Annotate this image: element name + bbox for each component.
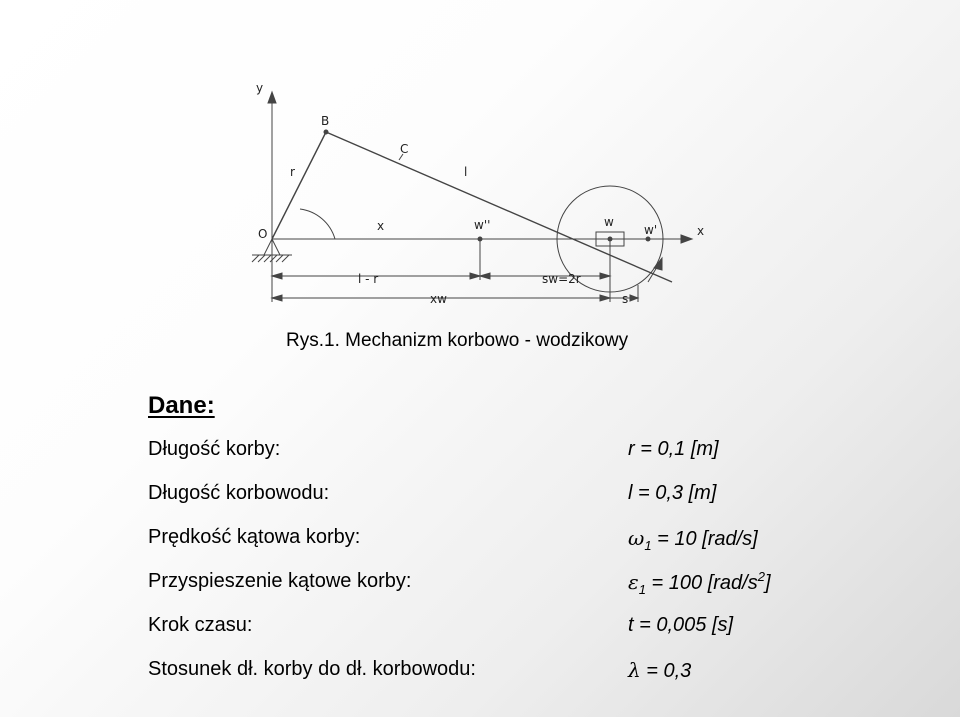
label-w-prime: w' (644, 223, 658, 237)
param-label-angular-velocity: Prędkość kątowa korby: (148, 526, 361, 548)
epsilon-subscript: 1 (638, 582, 646, 597)
param-label-time-step: Krok czasu: (148, 614, 253, 636)
label-l-minus-r: l - r (358, 272, 379, 286)
point-b (324, 130, 329, 135)
label-xw: xw (430, 292, 447, 306)
point-w (608, 237, 613, 242)
label-c: C (400, 142, 409, 156)
label-w: w (604, 215, 614, 229)
label-r: r (290, 165, 295, 179)
epsilon-value-end: ] (764, 572, 771, 594)
param-value-angular-velocity (628, 526, 758, 551)
epsilon-symbol: ε (628, 570, 639, 594)
lambda-value: = 0,3 (640, 660, 692, 682)
param-label-ratio: Stosunek dł. korby do dł. korbowodu: (148, 658, 476, 680)
omega-subscript: 1 (644, 538, 652, 553)
param-label-crank-length: Długość korby: (148, 438, 281, 460)
label-w-double-prime: w'' (474, 218, 491, 232)
section-heading: Dane: (148, 392, 215, 419)
label-s: s (622, 292, 629, 306)
param-value-ratio (628, 658, 691, 683)
ground-hatching (252, 255, 289, 262)
param-value-time-step: t = 0,005 [s] (628, 614, 734, 636)
lambda-symbol: λ (628, 658, 641, 682)
omega-symbol: ω (628, 526, 645, 550)
direction-arrow-head (654, 258, 662, 270)
param-value-angular-acceleration (628, 570, 771, 595)
epsilon-value: = 100 [rad/s (645, 572, 758, 594)
y-axis-arrow (268, 92, 276, 103)
label-x-mark: x (377, 219, 385, 233)
point-w-prime (646, 237, 651, 242)
param-value-crank-length: r = 0,1 [m] (628, 438, 719, 460)
param-value-rod-length: l = 0,3 [m] (628, 482, 717, 504)
angle-arc (300, 209, 335, 239)
param-label-rod-length: Długość korbowodu: (148, 482, 330, 504)
label-b: B (321, 114, 330, 128)
param-label-angular-acceleration: Przyspieszenie kątowe korby: (148, 570, 412, 592)
rod-line (326, 132, 672, 282)
figure-caption: Rys.1. Mechanizm korbowo - wodzikowy (286, 330, 629, 351)
label-sw: sw=2r (542, 272, 581, 286)
label-y: y (256, 81, 264, 95)
label-x-axis: x (697, 224, 705, 238)
omega-value: = 10 [rad/s] (651, 528, 758, 550)
x-axis-arrow (681, 235, 692, 243)
crank-slider-diagram (0, 0, 960, 320)
crank-line (272, 132, 326, 239)
label-l: l (464, 165, 468, 179)
point-w-double-prime (478, 237, 483, 242)
label-o: O (258, 227, 268, 241)
epsilon-superscript: 2 (757, 569, 765, 584)
